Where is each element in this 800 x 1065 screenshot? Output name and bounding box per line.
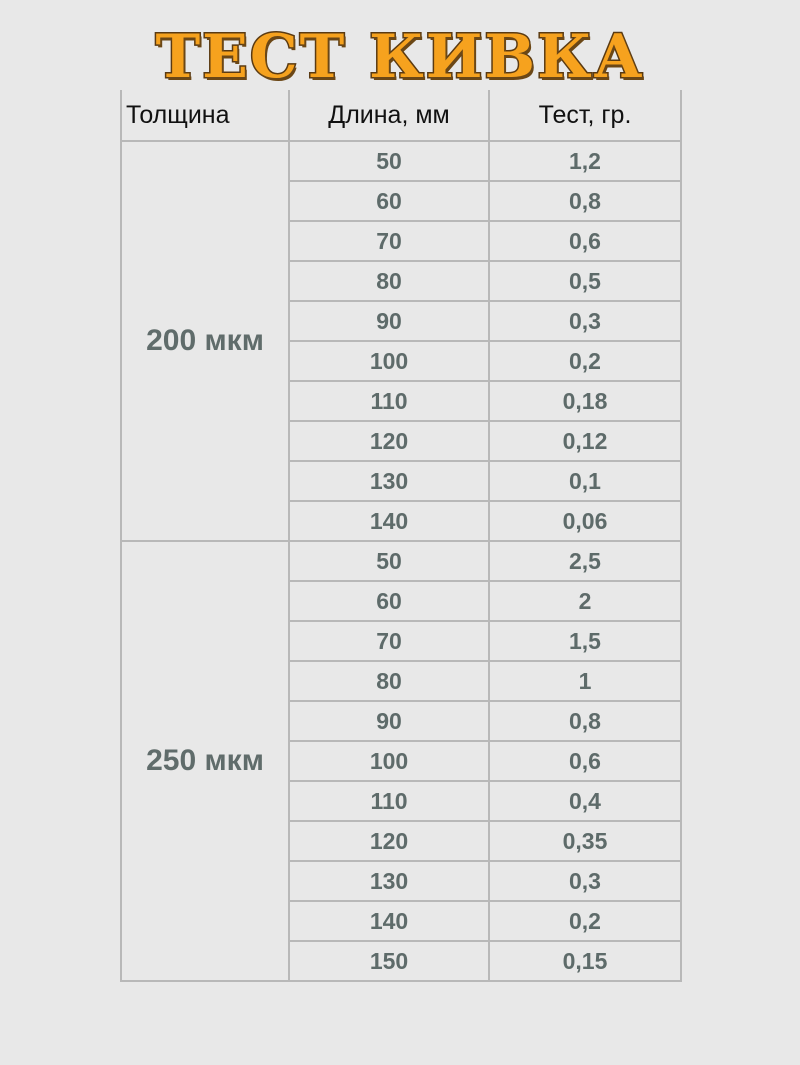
test-value-cell: 0,2	[489, 901, 681, 941]
page-title: ТЕСТ КИВКА	[155, 22, 645, 92]
test-value-cell: 0,15	[489, 941, 681, 981]
length-cell: 140	[289, 501, 489, 541]
test-value-cell: 0,6	[489, 221, 681, 261]
test-value-cell: 0,5	[489, 261, 681, 301]
test-value-cell: 0,8	[489, 181, 681, 221]
length-cell: 120	[289, 821, 489, 861]
test-value-cell: 2	[489, 581, 681, 621]
column-header-test: Тест, гр.	[489, 90, 681, 141]
length-cell: 80	[289, 661, 489, 701]
length-cell: 100	[289, 741, 489, 781]
length-cell: 140	[289, 901, 489, 941]
test-value-cell: 0,4	[489, 781, 681, 821]
length-cell: 110	[289, 381, 489, 421]
length-cell: 90	[289, 701, 489, 741]
table-row	[121, 541, 681, 581]
test-value-cell: 0,35	[489, 821, 681, 861]
test-value-cell: 1,2	[489, 141, 681, 181]
length-cell: 60	[289, 581, 489, 621]
length-cell: 150	[289, 941, 489, 981]
length-cell: 130	[289, 461, 489, 501]
table-header-row	[121, 90, 681, 141]
length-cell: 50	[289, 541, 489, 581]
length-cell: 110	[289, 781, 489, 821]
test-value-cell: 0,06	[489, 501, 681, 541]
length-cell: 60	[289, 181, 489, 221]
length-cell: 70	[289, 221, 489, 261]
length-cell: 70	[289, 621, 489, 661]
test-value-cell: 0,8	[489, 701, 681, 741]
table-row	[121, 141, 681, 181]
specification-table	[120, 90, 682, 982]
length-cell: 120	[289, 421, 489, 461]
test-value-cell: 0,3	[489, 861, 681, 901]
test-value-cell: 0,12	[489, 421, 681, 461]
test-value-cell: 0,18	[489, 381, 681, 421]
length-cell: 100	[289, 341, 489, 381]
thickness-cell: 250 мкм	[121, 541, 289, 981]
test-value-cell: 2,5	[489, 541, 681, 581]
column-header-length: Длина, мм	[289, 90, 489, 141]
column-header-thickness: Толщина	[121, 90, 289, 141]
thickness-cell: 200 мкм	[121, 141, 289, 541]
table-body	[121, 141, 681, 981]
test-value-cell: 0,1	[489, 461, 681, 501]
test-value-cell: 0,3	[489, 301, 681, 341]
test-value-cell: 0,6	[489, 741, 681, 781]
test-value-cell: 1	[489, 661, 681, 701]
length-cell: 50	[289, 141, 489, 181]
test-value-cell: 1,5	[489, 621, 681, 661]
length-cell: 130	[289, 861, 489, 901]
length-cell: 90	[289, 301, 489, 341]
length-cell: 80	[289, 261, 489, 301]
test-value-cell: 0,2	[489, 341, 681, 381]
